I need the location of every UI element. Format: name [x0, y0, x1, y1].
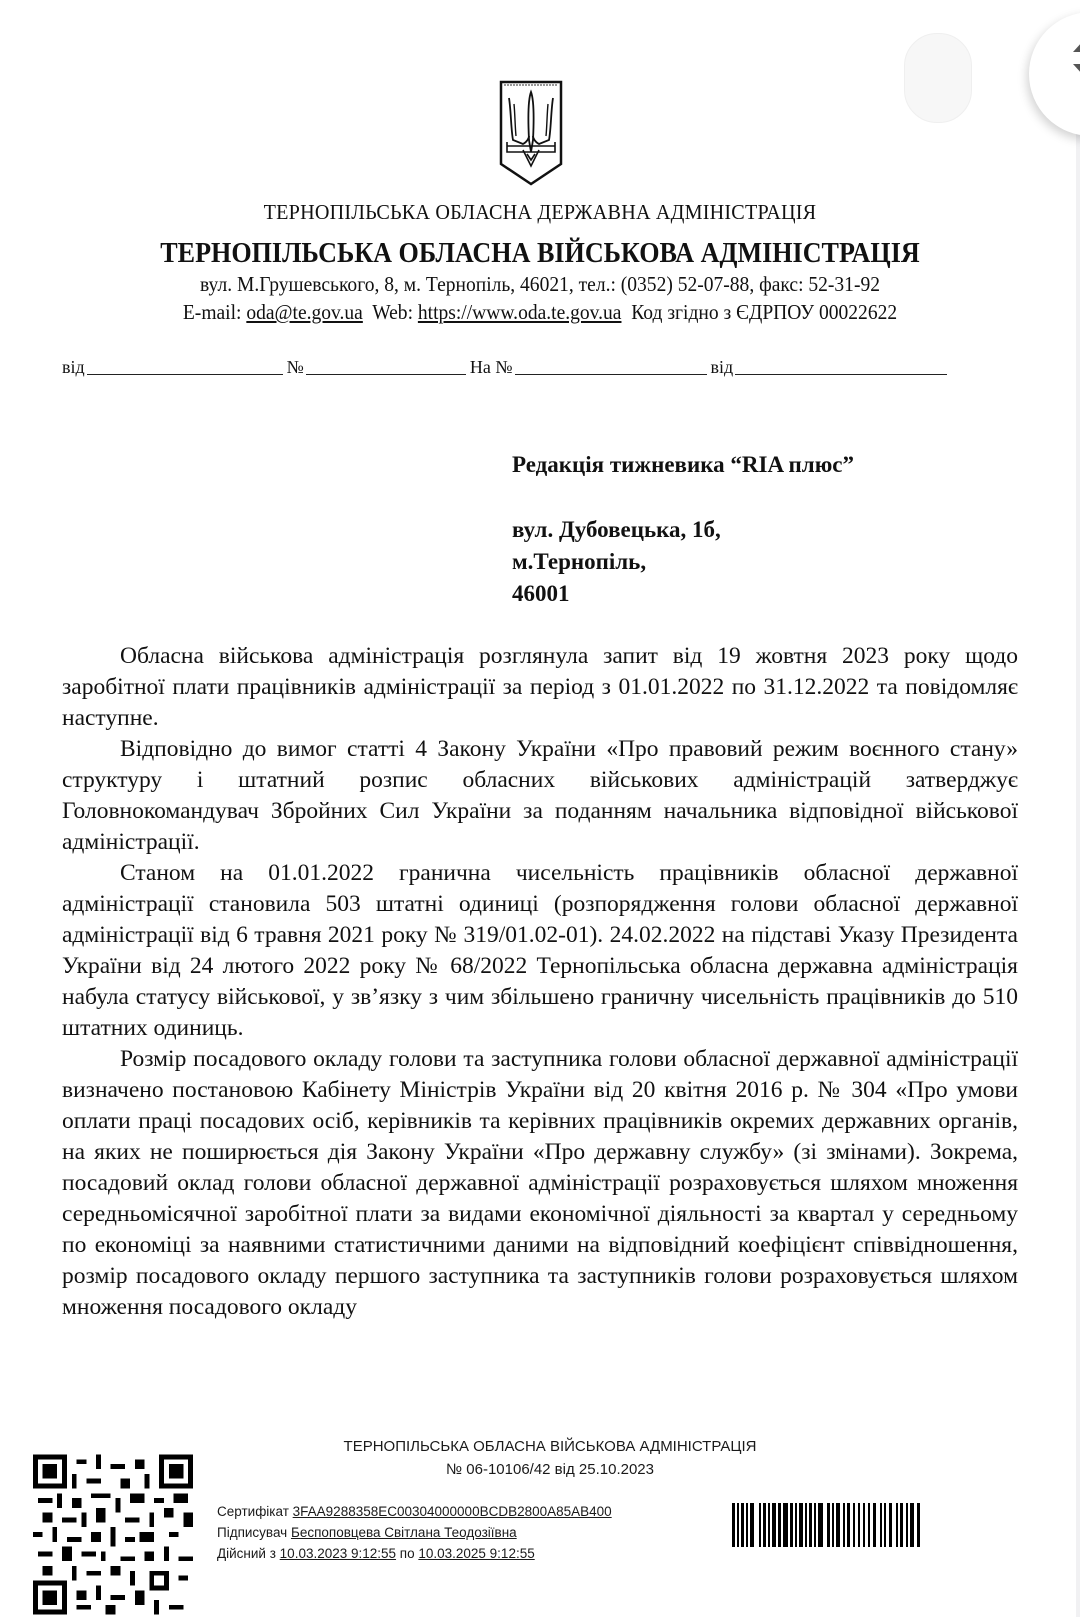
org-contacts: [38, 300, 1042, 325]
stamp-certificate: [217, 1504, 612, 1519]
stamp-document-number: № 06-10106/42 від 25.10.2023: [446, 1461, 654, 1478]
org-state-name: ТЕРНОПІЛЬСЬКА ОБЛАСНА ДЕРЖАВНА АДМІНІСТРАЦІЯ: [263, 200, 817, 224]
valid-label: Дійсний з: [217, 1546, 280, 1561]
registration-line: [62, 352, 1012, 378]
stamp-signer: [217, 1525, 517, 1540]
body-paragraph: Обласна військова адміністрація розглянула запит від 19 жовтня 2023 року щодо заробітної плати працівників адміністрації за період з 01.01.2022 по 31.12.2022 та повідомляє наступне.: [62, 643, 1018, 731]
arrow-down-icon: [1073, 64, 1080, 75]
number-blank: [306, 356, 466, 375]
reply-to-blank: [515, 356, 707, 375]
body-paragraph: Станом на 01.01.2022 гранична чисельність працівників обласної державної адміністрації становила 503 штатні одиниці (розпорядження голови обласної державної адміністрації від 6 травня 2021 року № 319/01.02-01). 24.02.2022 на підставі Указу Президента України від 24 лютого 2022 року № 68/2022 Тернопільська обласна державна адміністрація набула статусу військової, у зв’язку з чим збільшено граничну чисельність працівників до 510 штатних одиниць.: [62, 860, 1018, 1041]
number-label: №: [286, 357, 304, 377]
reply-from-label: від: [710, 357, 734, 377]
signer-name: Беспоповцева Світлана Теодозіївна: [290, 1525, 517, 1540]
email-link[interactable]: oda@te.gov.ua: [246, 300, 363, 324]
stamp-validity: [217, 1546, 535, 1561]
body-paragraph: Відповідно до вимог статті 4 Закону України «Про правовий режим воєнного стану» структуру і штатний розпис обласних військових адміністрацій затверджує Головнокомандувач Збройних Сил України за поданням начальника відповідної військової адміністрації.: [62, 736, 1018, 855]
addressee-city: м.Тернопіль,: [512, 549, 647, 574]
signer-label: Підписувач: [217, 1525, 291, 1540]
coat-of-arms-trident-icon: [499, 80, 563, 186]
valid-to-label: по: [396, 1546, 419, 1561]
arrow-up-icon: [1073, 41, 1080, 52]
web-label: Web:: [362, 300, 418, 324]
barcode-icon: [732, 1503, 920, 1547]
from-date-blank: [87, 356, 283, 375]
certificate-label: Сертифікат: [217, 1504, 293, 1519]
org-military-name: ТЕРНОПІЛЬСЬКА ОБЛАСНА ВІЙСЬКОВА АДМІНІСТРАЦІЯ: [160, 237, 920, 269]
reply-to-label: На №: [469, 357, 513, 377]
website-link[interactable]: https://www.oda.te.gov.ua: [417, 300, 622, 324]
addressee-postcode: 46001: [512, 581, 570, 606]
viewer-page-edge: [1076, 110, 1080, 1617]
from-label: від: [62, 357, 85, 377]
valid-from: 10.03.2023 9:12:55: [279, 1546, 397, 1561]
edrpou-code: Код згідно з ЄДРПОУ 00022622: [621, 300, 898, 324]
org-address: вул. М.Грушевського, 8, м. Тернопіль, 46021, тел.: (0352) 52-07-88, факс: 52-31-92: [199, 272, 880, 296]
qr-code-icon: [33, 1452, 193, 1617]
viewer-faint-pill-overlay: [904, 33, 972, 123]
reply-from-blank: [735, 356, 947, 375]
email-label: E-mail:: [182, 300, 247, 324]
letter-body: [62, 641, 1018, 1323]
addressee-name: Редакція тижневика “RIA плюс”: [512, 452, 854, 477]
addressee-street: вул. Дубовецька, 1б,: [512, 517, 721, 542]
valid-to: 10.03.2025 9:12:55: [418, 1546, 535, 1561]
stamp-organization: ТЕРНОПІЛЬСЬКА ОБЛАСНА ВІЙСЬКОВА АДМІНІСТРАЦІЯ: [343, 1438, 757, 1455]
fast-scroll-button[interactable]: [1029, 12, 1080, 136]
body-paragraph: Розмір посадового окладу голови та заступника голови обласної державної адміністрації визначено постановою Кабінету Міністрів України від 20 квітня 2016 р. № 304 «Про умови оплати праці посадових осіб, керівників та керівних працівників окремих державних органів, на яких не поширюється дія Закону України «Про державну службу» (зі змінами). Зокрема, посадовий оклад голови обласної державної адміністрації розраховується шляхом множення середньомісячної заробітної плати за видами економічної діяльності за квартал у середньому по економіці за наявними статистичними даними на відповідний коефіцієнт співвідношення, розмір посадового окладу першого заступника та заступників голови розраховується шляхом множення посадового окладу: [62, 1046, 1018, 1320]
certificate-id: 3FAA9288358EC00304000000BCDB2800A85AB400: [292, 1504, 612, 1519]
